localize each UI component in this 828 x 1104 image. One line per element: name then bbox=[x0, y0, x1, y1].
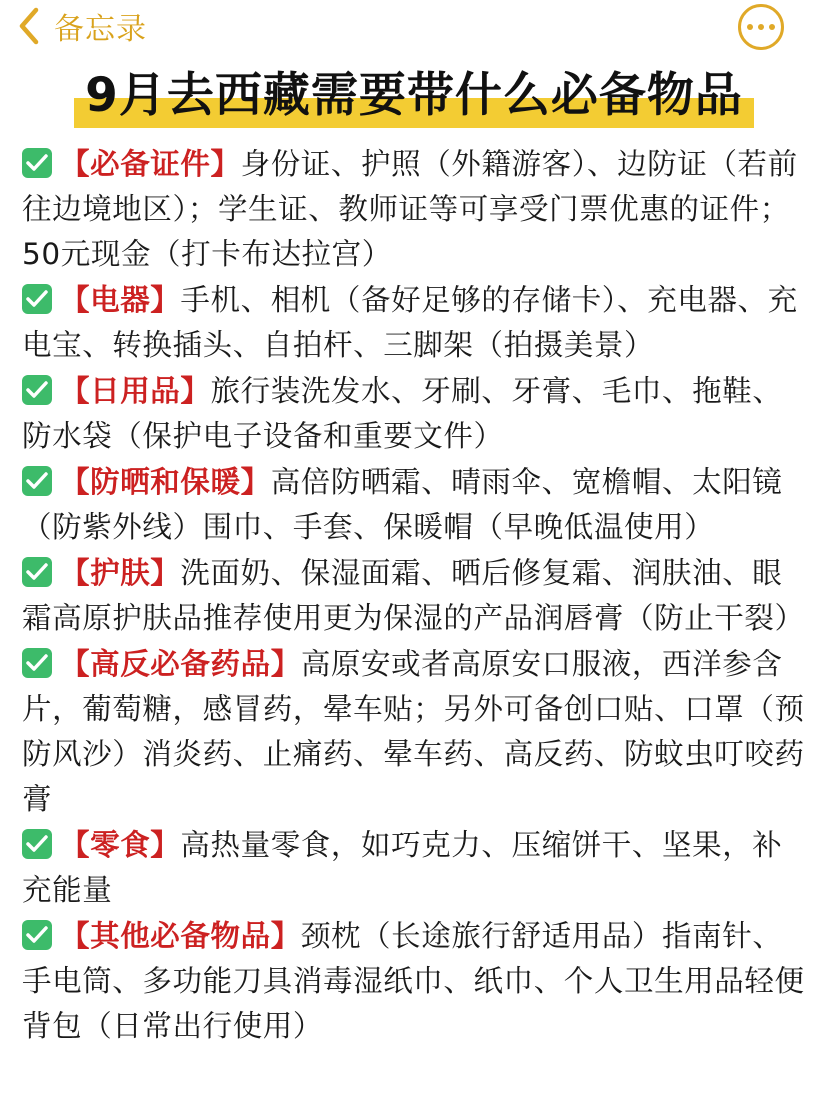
item-text: 颈枕（长途旅行舒适用品）指南针、手电筒、多功能刀具消毒湿纸巾、纸巾、个人卫生用品轻便背包（日常出行使用） bbox=[22, 919, 805, 1043]
checkbox-checked-icon bbox=[22, 920, 52, 950]
item-text: 高原安或者高原安口服液，西洋参含片，葡萄糖，感冒药，晕车贴；另外可备创口贴、口罩（预防风沙）消炎药、止痛药、晕车药、高反药、防蚊虫叮咬药膏 bbox=[22, 647, 805, 816]
checkbox-checked-icon bbox=[22, 148, 52, 178]
title-block bbox=[74, 62, 754, 134]
item-text: 高倍防晒霜、晴雨伞、宽檐帽、太阳镜（防紫外线）围巾、手套、保暖帽（早晚低温使用） bbox=[22, 465, 783, 544]
list-item bbox=[22, 551, 806, 641]
checkbox-checked-icon bbox=[22, 466, 52, 496]
item-text: 身份证、护照（外籍游客）、边防证（若前往边境地区）；学生证、教师证等可享受门票优惠的证件；50元现金（打卡布达拉宫） bbox=[22, 147, 798, 271]
checklist bbox=[22, 142, 806, 1050]
checkbox-checked-icon bbox=[22, 648, 52, 678]
item-text: 手机、相机（备好足够的存储卡）、充电器、充电宝、转换插头、自拍杆、三脚架（拍摄美景） bbox=[22, 283, 798, 362]
list-item bbox=[22, 914, 806, 1049]
list-item bbox=[22, 642, 806, 822]
list-item bbox=[22, 142, 806, 277]
back-label: 备忘录 bbox=[54, 12, 147, 47]
back-button[interactable] bbox=[18, 6, 147, 46]
item-category: 【其他必备物品】 bbox=[60, 919, 301, 953]
item-text: 洗面奶、保湿面霜、晒后修复霜、润肤油、眼霜高原护肤品推荐使用更为保湿的产品润唇膏（防止干裂） bbox=[22, 556, 805, 635]
checkbox-checked-icon bbox=[22, 284, 52, 314]
checkbox-checked-icon bbox=[22, 829, 52, 859]
top-bar bbox=[0, 0, 828, 56]
more-options-button[interactable] bbox=[738, 4, 784, 50]
checkbox-checked-icon bbox=[22, 375, 52, 405]
page-title: 9月去西藏需要带什么必备物品 bbox=[85, 68, 743, 123]
item-text: 旅行装洗发水、牙刷、牙膏、毛巾、拖鞋、防水袋（保护电子设备和重要文件） bbox=[22, 374, 783, 453]
list-item bbox=[22, 460, 806, 550]
chevron-left-icon bbox=[18, 7, 40, 45]
item-category: 【护肤】 bbox=[60, 556, 181, 590]
item-category: 【电器】 bbox=[60, 283, 181, 317]
item-category: 【必备证件】 bbox=[60, 147, 241, 181]
ellipsis-dot bbox=[769, 24, 775, 30]
item-text: 高热量零食，如巧克力、压缩饼干、坚果，补充能量 bbox=[22, 828, 783, 907]
list-item bbox=[22, 823, 806, 913]
item-category: 【零食】 bbox=[60, 828, 181, 862]
item-category: 【日用品】 bbox=[60, 374, 211, 408]
ellipsis-dot bbox=[758, 24, 764, 30]
list-item bbox=[22, 369, 806, 459]
list-item bbox=[22, 278, 806, 368]
item-category: 【高反必备药品】 bbox=[60, 647, 301, 681]
checkbox-checked-icon bbox=[22, 557, 52, 587]
item-category: 【防晒和保暖】 bbox=[60, 465, 271, 499]
ellipsis-icon bbox=[747, 24, 753, 30]
